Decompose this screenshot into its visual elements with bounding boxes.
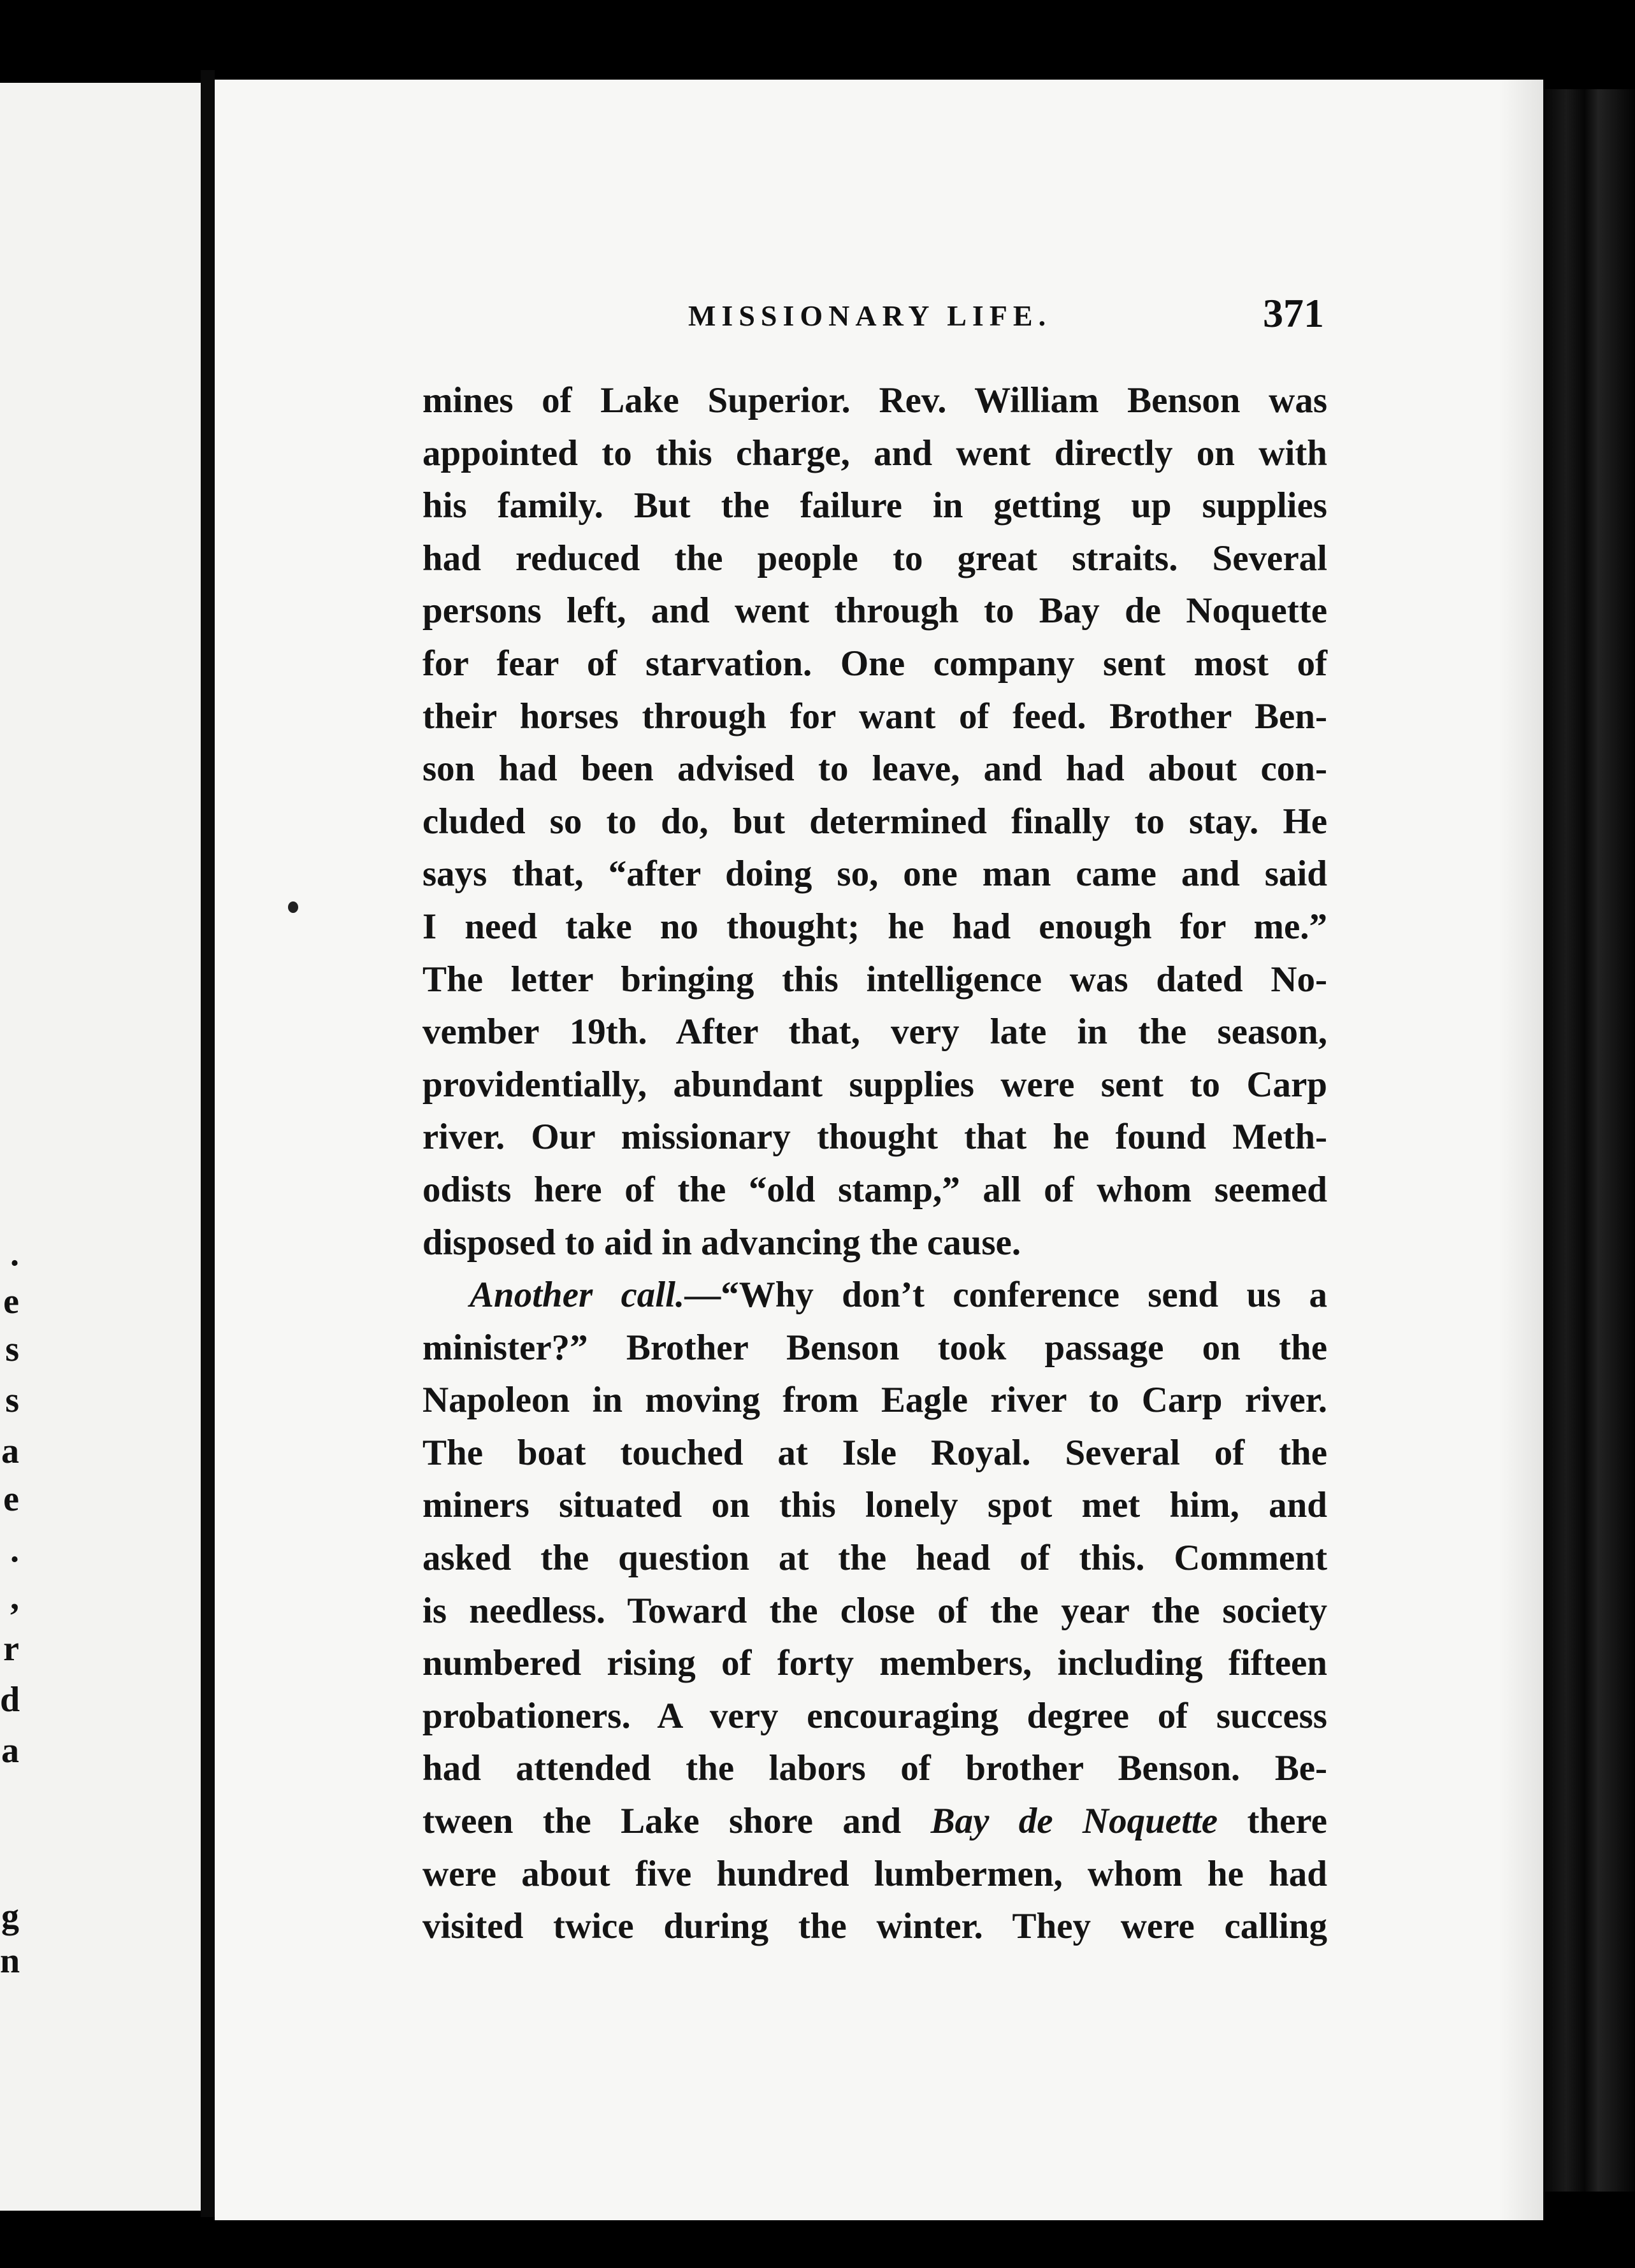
left-page-fragment: e bbox=[3, 1479, 19, 1519]
text-line: miners situated on this lonely spot met him, and bbox=[422, 1485, 1327, 1526]
text-line: vember 19th. After that, very late in the season, bbox=[422, 1012, 1327, 1052]
text-line: persons left, and went through to Bay de Noquette bbox=[422, 591, 1327, 631]
text-line: were about five hundred lumbermen, whom he had bbox=[422, 1853, 1327, 1894]
text-line: their horses through for want of feed. Brother Ben- bbox=[422, 696, 1327, 736]
page-header bbox=[421, 290, 1325, 347]
left-page-fragment: s bbox=[5, 1381, 19, 1420]
left-page-fragment: g bbox=[1, 1897, 19, 1936]
paragraph-lead-line bbox=[422, 1269, 1327, 1322]
text-line: visited twice during the winter. They were calling bbox=[422, 1906, 1327, 1947]
paragraph-end-line: disposed to aid in advancing the cause. bbox=[422, 1222, 1021, 1263]
left-page-fragment: s bbox=[5, 1330, 19, 1369]
ink-speck bbox=[288, 901, 298, 913]
text-line: for fear of starvation. One company sent most of bbox=[422, 643, 1327, 684]
text-line bbox=[422, 1795, 1327, 1848]
text-line: is needless. Toward the close of the year the society bbox=[422, 1590, 1327, 1631]
text-line: The boat touched at Isle Royal. Several of the bbox=[422, 1432, 1327, 1473]
text-line: his family. But the failure in getting up supplies bbox=[422, 485, 1327, 526]
left-page-fragment: . bbox=[10, 1530, 19, 1570]
page-number: 371 bbox=[1263, 291, 1324, 336]
text-line: asked the question at the head of this. Comment bbox=[422, 1538, 1327, 1579]
text-line: providentially, abundant supplies were sent to Carp bbox=[422, 1064, 1327, 1105]
text-segment: there bbox=[1218, 1801, 1327, 1842]
text-line: numbered rising of forty members, including fifteen bbox=[422, 1643, 1327, 1684]
italic-place-name: Bay de Noquette bbox=[930, 1801, 1218, 1842]
text-line: I need take no thought; he had enough for me.” bbox=[422, 906, 1327, 947]
text-line: Napoleon in moving from Eagle river to Carp river. bbox=[422, 1380, 1327, 1421]
left-page-fragment: a bbox=[1, 1731, 19, 1770]
text-line: had attended the labors of brother Benson. Be- bbox=[422, 1748, 1327, 1789]
gutter-shadow bbox=[201, 70, 215, 2217]
body-text bbox=[422, 375, 1327, 1953]
left-page-fragment: , bbox=[10, 1578, 19, 1618]
text-line: says that, “after doing so, one man came and said bbox=[422, 854, 1327, 894]
running-head: MISSIONARY LIFE. bbox=[688, 299, 1052, 332]
text-line: son had been advised to leave, and had about con- bbox=[422, 749, 1327, 789]
text-line: mines of Lake Superior. Rev. William Benson was bbox=[422, 380, 1327, 420]
text-line: had reduced the people to great straits. Several bbox=[422, 538, 1327, 578]
text-line: appointed to this charge, and went directly on with bbox=[422, 433, 1327, 473]
text-line: river. Our missionary thought that he found Meth- bbox=[422, 1117, 1327, 1158]
text-line: probationers. A very encouraging degree of success bbox=[422, 1695, 1327, 1736]
section-lead-italic: Another call. bbox=[470, 1275, 685, 1316]
left-page-edge bbox=[0, 83, 201, 2211]
text-line: odists here of the “old stamp,” all of whom seemed bbox=[422, 1169, 1327, 1210]
left-page-fragment: r bbox=[3, 1629, 19, 1669]
text-line: minister?” Brother Benson took passage on the bbox=[422, 1327, 1327, 1368]
left-page-fragment: . bbox=[10, 1234, 19, 1274]
left-page-fragment: a bbox=[1, 1432, 19, 1471]
left-page-fragment: d bbox=[0, 1680, 20, 1719]
left-page-fragment: n bbox=[0, 1941, 20, 1981]
text-segment: tween the Lake shore and bbox=[422, 1801, 931, 1842]
page-edge-shade bbox=[1499, 80, 1543, 2220]
left-page-fragment: e bbox=[3, 1282, 19, 1321]
text-line: cluded so to do, but determined finally to stay. He bbox=[422, 801, 1327, 842]
binding-edge bbox=[1543, 89, 1635, 2192]
lead-line-rest: —“Why don’t conference send us a bbox=[684, 1275, 1327, 1316]
text-line: The letter bringing this intelligence was dated No- bbox=[422, 959, 1327, 1000]
